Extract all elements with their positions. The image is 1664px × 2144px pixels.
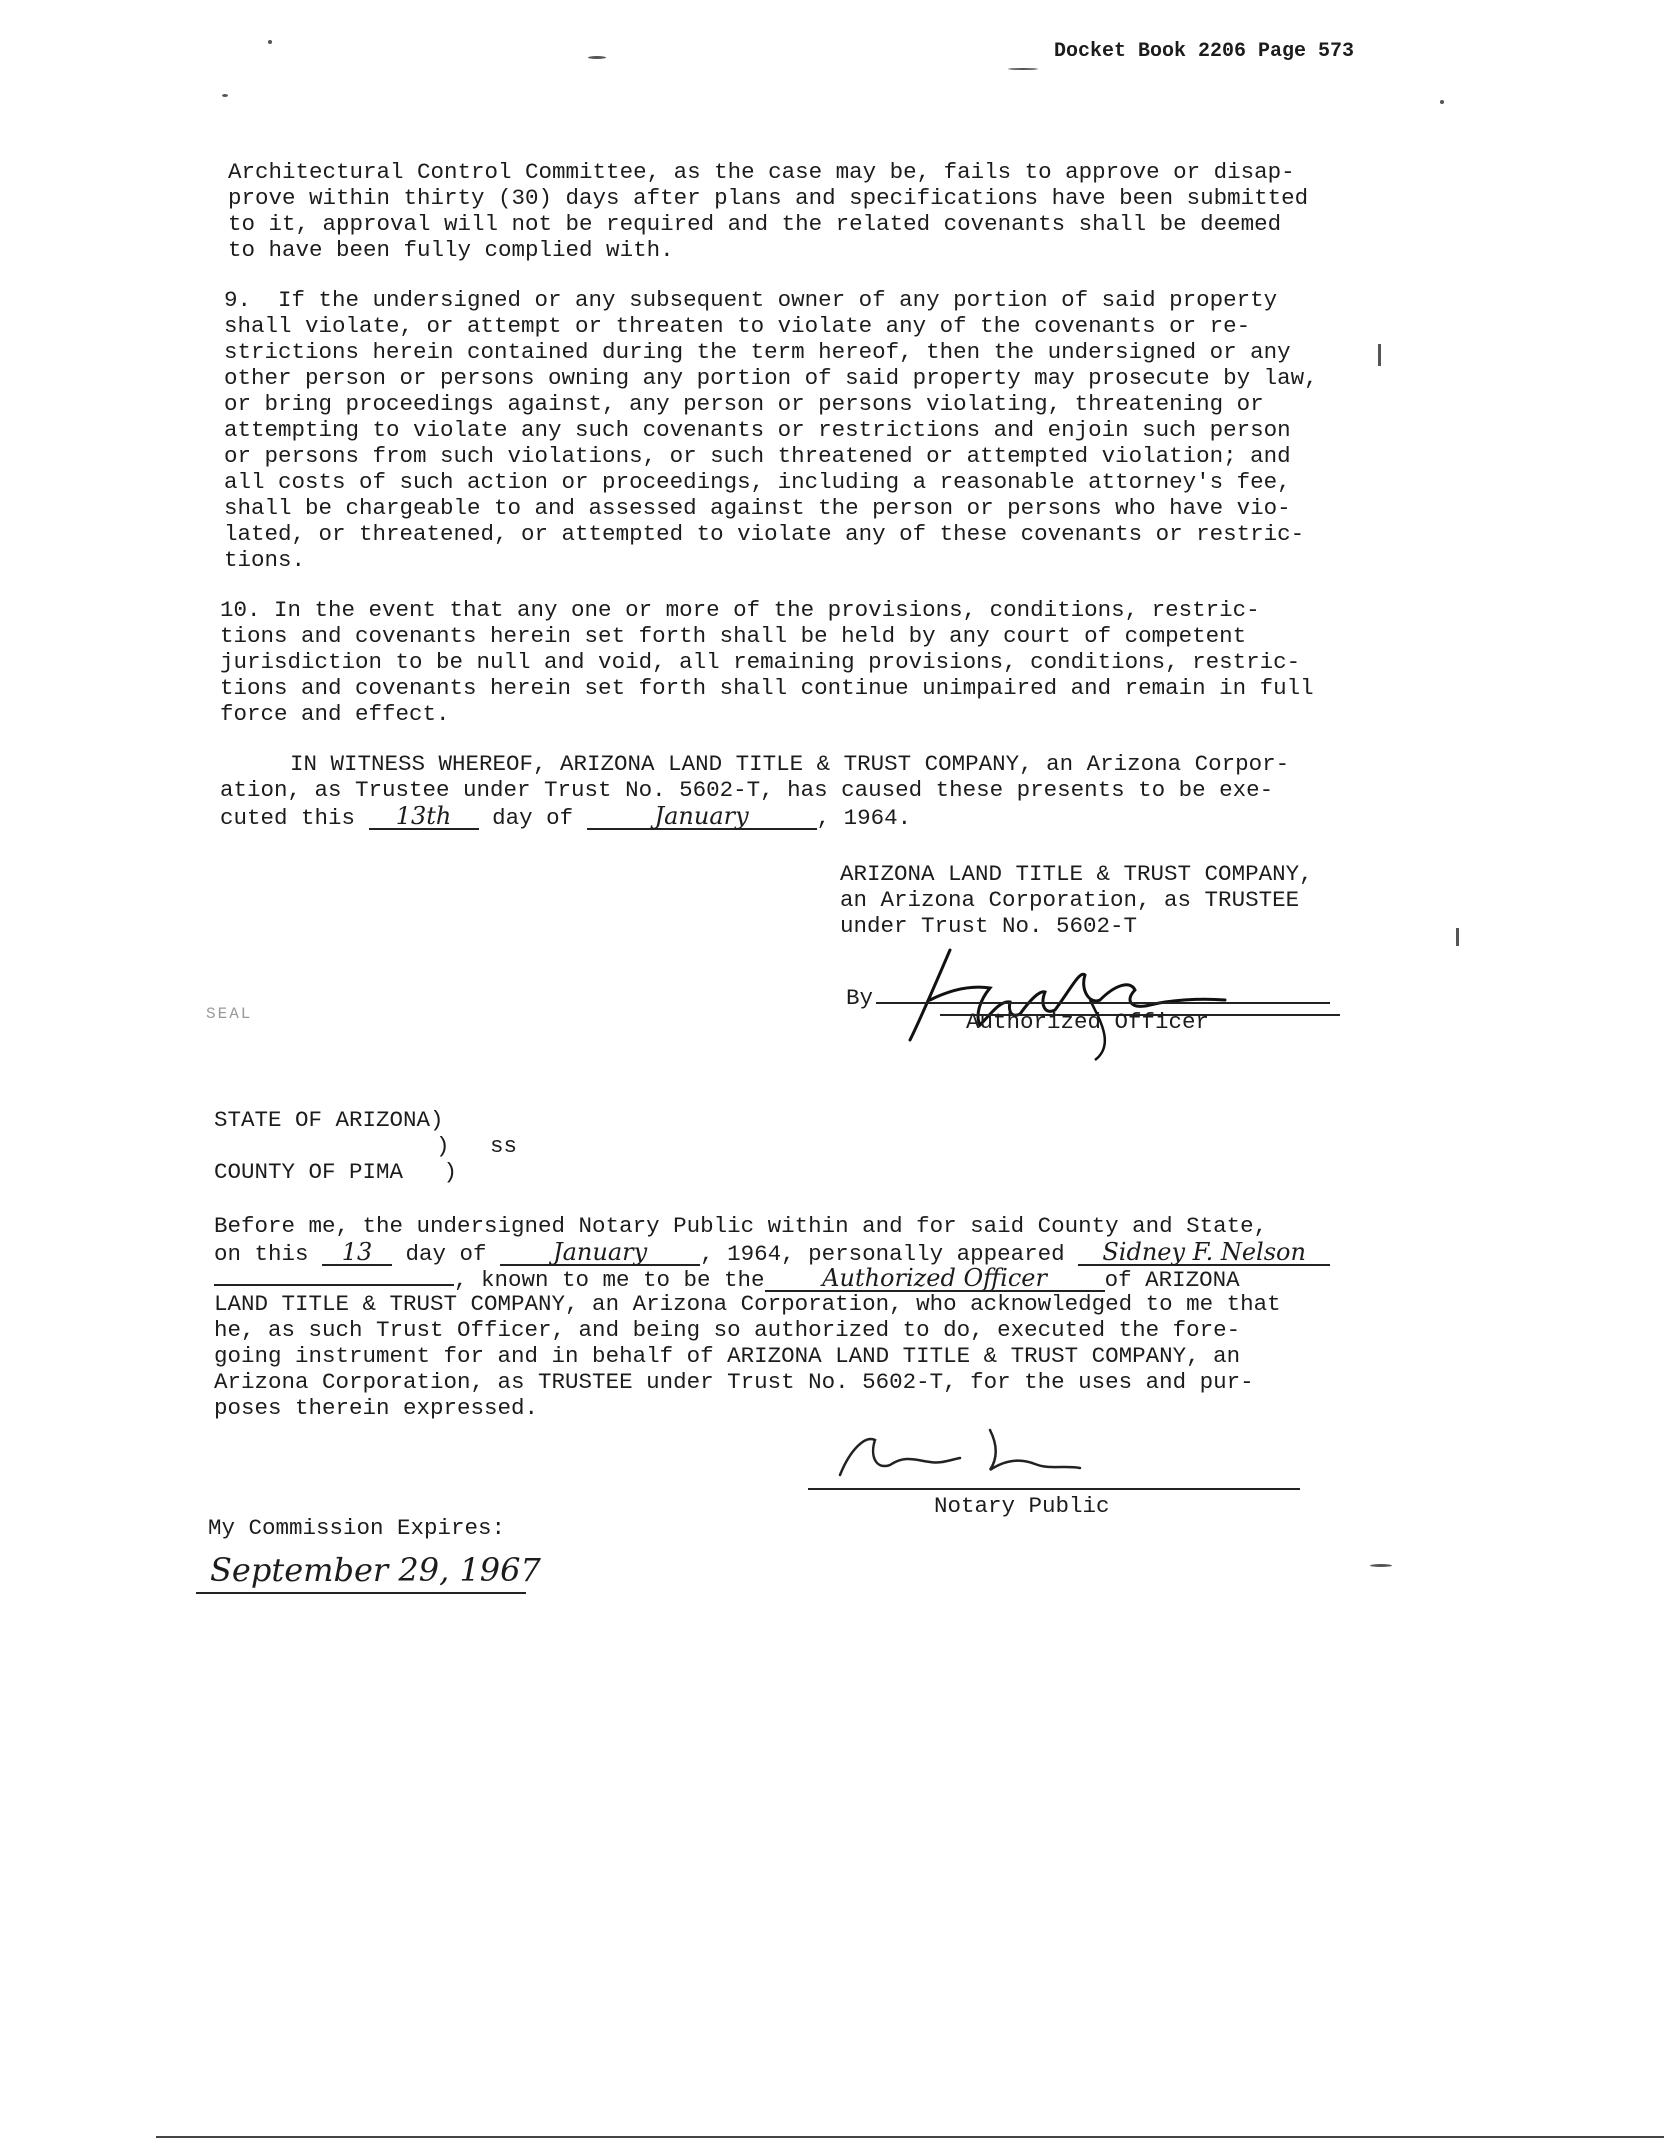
witness-date-text: day of <box>492 805 574 831</box>
notary-signature-icon <box>820 1420 1140 1490</box>
clause-10-line: tions and covenants herein set forth shall be held by any court of competent <box>220 623 1247 649</box>
notary-day-field: 13 <box>322 1240 392 1266</box>
commission-date: September 29, 1967 <box>210 1551 541 1589</box>
notary-line-title <box>214 1266 1240 1294</box>
witness-line: ation, as Trustee under Trust No. 5602-T, has caused these presents to be exe- <box>220 777 1274 803</box>
notary-line: poses therein expressed. <box>214 1395 539 1421</box>
clause-8-line: to have been fully complied with. <box>228 237 674 263</box>
clause-9-line: attempting to violate any such covenants or restrictions and enjoin such person <box>224 417 1291 443</box>
docket-reference: Docket Book 2206 Page 573 <box>1054 40 1355 63</box>
notary-title-field: Authorized Officer <box>765 1266 1105 1292</box>
appeared-name-field: Sidney F. Nelson <box>1078 1240 1330 1266</box>
faint-seal-stamp: SEAL <box>206 1005 253 1023</box>
officer-signature-icon <box>880 930 1340 1070</box>
witness-line: IN WITNESS WHEREOF, ARIZONA LAND TITLE & TRUST COMPANY, an Arizona Corpor- <box>290 751 1290 777</box>
notary-line-date <box>214 1240 1330 1268</box>
clause-8-line: Architectural Control Committee, as the case may be, fails to approve or disap- <box>228 159 1295 185</box>
notary-line: he, as such Trust Officer, and being so authorized to do, executed the fore- <box>214 1317 1241 1343</box>
clause-10-line: tions and covenants herein set forth shall continue unimpaired and remain in full <box>220 675 1314 701</box>
scan-speck <box>1440 100 1444 104</box>
clause-9-line: shall be chargeable to and assessed against the person or persons who have vio- <box>224 495 1291 521</box>
notary-date-text: on this <box>214 1241 309 1267</box>
notary-public-label: Notary Public <box>934 1493 1110 1519</box>
clause-9-line: 9. If the undersigned or any subsequent owner of any portion of said property <box>224 287 1278 313</box>
signature-corporation: an Arizona Corporation, as TRUSTEE <box>840 887 1300 913</box>
venue-county: COUNTY OF PIMA ) <box>214 1159 458 1185</box>
clause-8-line: to it, approval will not be required and the related covenants shall be deemed <box>228 211 1282 237</box>
witness-month-field: January <box>587 804 817 830</box>
clause-8-line: prove within thirty (30) days after plans and specifications have been submitted <box>228 185 1309 211</box>
venue-state: STATE OF ARIZONA) <box>214 1107 444 1133</box>
scan-speck <box>1370 1564 1392 1567</box>
witness-year-text: , 1964. <box>816 805 912 831</box>
commission-label: My Commission Expires: <box>208 1515 506 1541</box>
notary-line: Arizona Corporation, as TRUSTEE under Trust No. 5602-T, for the uses and pur- <box>214 1369 1254 1395</box>
notary-name-blank <box>214 1284 454 1286</box>
witness-line-date <box>220 804 911 832</box>
scan-speck <box>222 94 228 97</box>
signature-company: ARIZONA LAND TITLE & TRUST COMPANY, <box>840 861 1313 887</box>
notary-title-text: , known to me to be the <box>454 1267 765 1293</box>
clause-9-line: lated, or threatened, or attempted to violate any of these covenants or restric- <box>224 521 1305 547</box>
clause-10-line: 10. In the event that any one or more of the provisions, conditions, restric- <box>220 597 1260 623</box>
clause-10-line: jurisdiction to be null and void, all remaining provisions, conditions, restric- <box>220 649 1301 675</box>
by-label: By <box>846 985 874 1011</box>
clause-9-line: shall violate, or attempt or threaten to violate any of the covenants or re- <box>224 313 1251 339</box>
clause-10-line: force and effect. <box>220 701 450 727</box>
witness-day-field: 13th <box>369 804 479 830</box>
clause-9-line: strictions herein contained during the term hereof, then the undersigned or any <box>224 339 1291 365</box>
notary-line: Before me, the undersigned Notary Public within and for said County and State, <box>214 1213 1268 1239</box>
notary-line: LAND TITLE & TRUST COMPANY, an Arizona Corporation, who acknowledged to me that <box>214 1291 1281 1317</box>
clause-9-line: all costs of such action or proceedings, including a reasonable attorney's fee, <box>224 469 1291 495</box>
witness-date-text: cuted this <box>220 805 356 831</box>
bottom-edge-rule <box>156 2136 1664 2138</box>
scan-speck <box>588 56 606 59</box>
notary-title-text: of ARIZONA <box>1104 1267 1240 1293</box>
clause-9-line: tions. <box>224 547 306 573</box>
venue-ss: ) ss <box>436 1133 518 1159</box>
signature-line <box>876 1002 1330 1004</box>
scan-speck <box>1008 68 1038 70</box>
notary-line: going instrument for and in behalf of ARIZONA LAND TITLE & TRUST COMPANY, an <box>214 1343 1241 1369</box>
notary-date-text: , 1964, personally appeared <box>700 1241 1065 1267</box>
signature-trust: under Trust No. 5602-T <box>840 913 1138 939</box>
clause-9-line: or persons from such violations, or such threatened or attempted violation; and <box>224 443 1291 469</box>
clause-9-line: or bring proceedings against, any person or persons violating, threatening or <box>224 391 1264 417</box>
commission-underline <box>196 1592 526 1594</box>
clause-9-line: other person or persons owning any portion of said property may prosecute by law, <box>224 365 1318 391</box>
scan-speck <box>1378 344 1381 366</box>
scan-speck <box>1456 928 1459 946</box>
notary-month-field: January <box>500 1240 700 1266</box>
scan-speck <box>268 40 272 44</box>
notary-signature-line <box>808 1488 1300 1490</box>
officer-title: Authorized Officer <box>966 1009 1210 1035</box>
notary-date-text: day of <box>405 1241 487 1267</box>
